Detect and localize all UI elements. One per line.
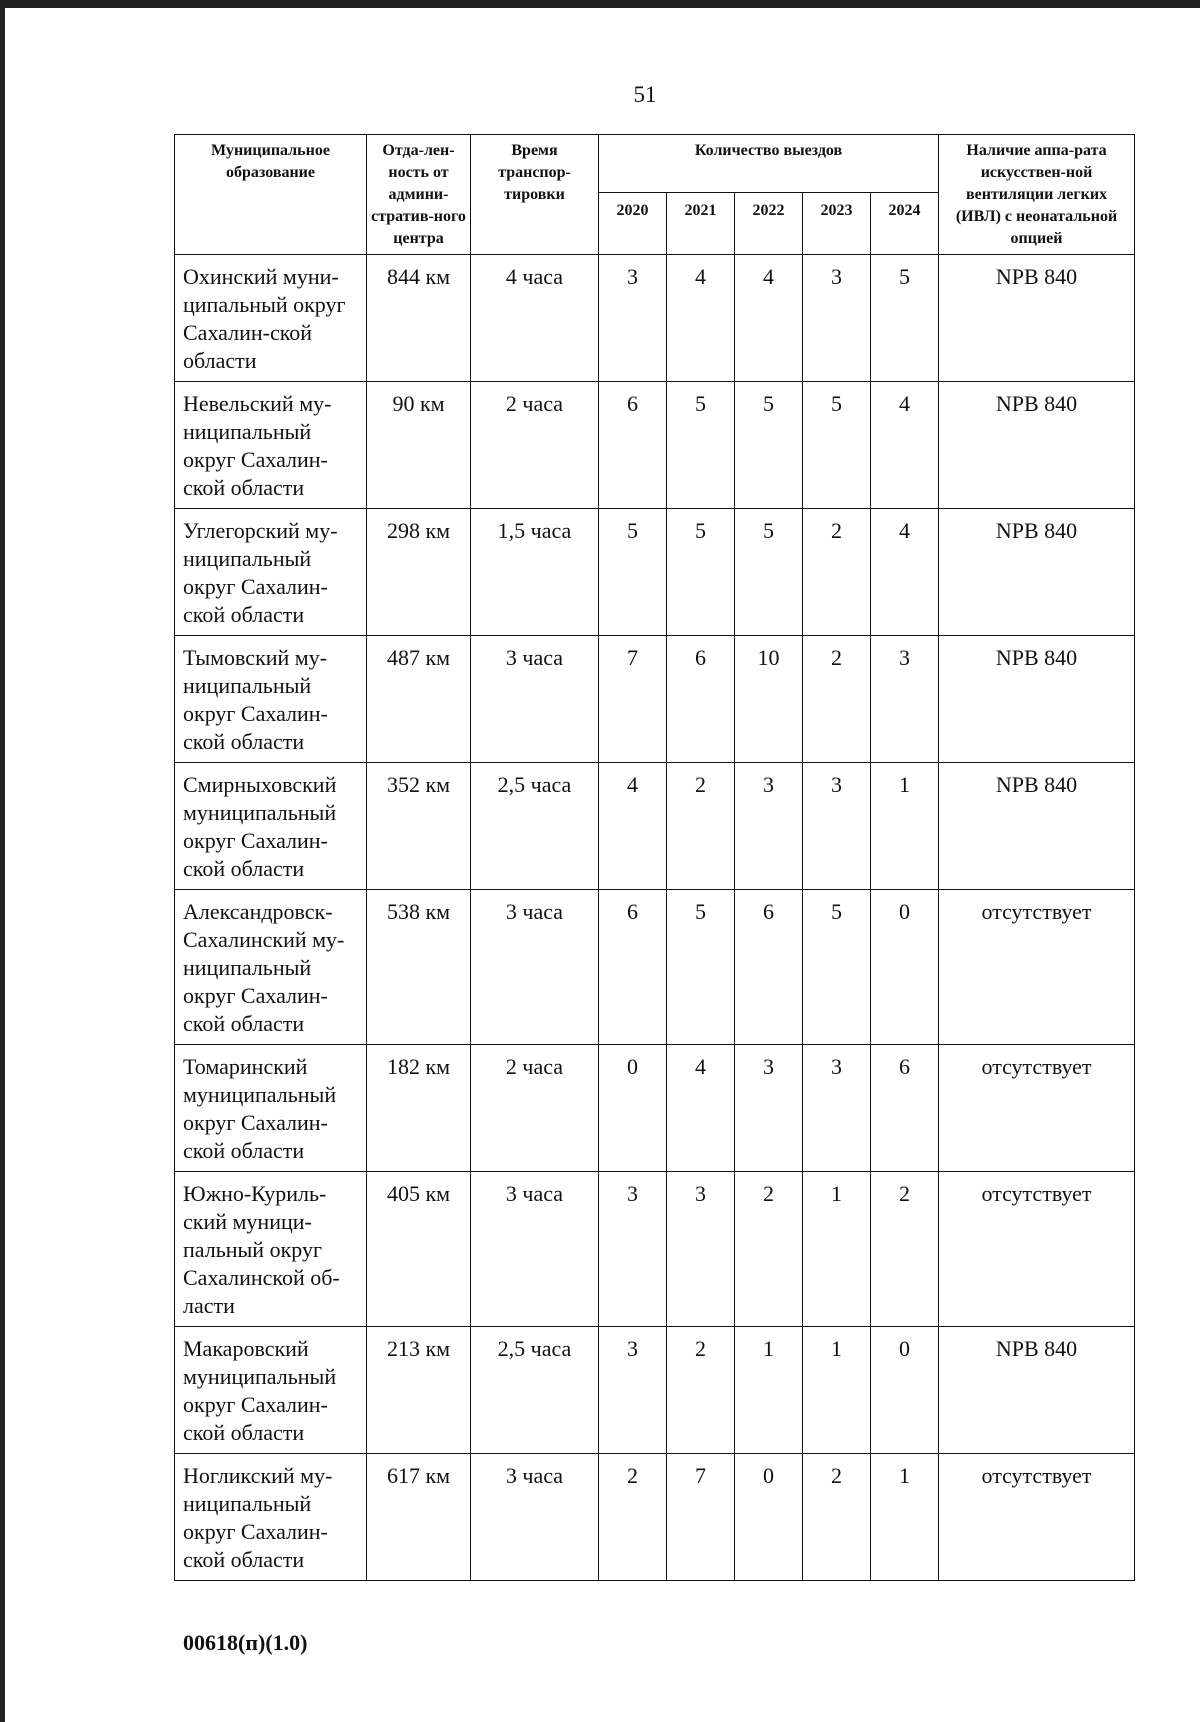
trips-2023-cell: 2 [803,1454,871,1581]
table-row [175,255,1135,382]
trips-2022-cell: 5 [735,509,803,636]
header-row [175,135,1135,193]
municipality-cell: Александровск-Сахалинский му-ниципальный округ Сахалин-ской области [175,890,367,1045]
trips-2023-cell: 3 [803,1045,871,1172]
table-row [175,890,1135,1045]
ventilator-cell: отсутствует [939,890,1135,1045]
table-row [175,763,1135,890]
table-row [175,509,1135,636]
header-distance: Отда-лен-ность от админи-стратив-ного центра [367,135,471,255]
scan-left-border [0,0,5,1722]
ventilator-cell: NPB 840 [939,509,1135,636]
header-year: 2020 [599,193,667,255]
header-year: 2022 [735,193,803,255]
trips-2021-cell: 2 [667,763,735,890]
trips-2022-cell: 5 [735,382,803,509]
trips-2023-cell: 1 [803,1172,871,1327]
table-row [175,382,1135,509]
table-row [175,1045,1135,1172]
header-year: 2021 [667,193,735,255]
ventilator-cell: NPB 840 [939,382,1135,509]
time-cell: 3 часа [471,1172,599,1327]
municipality-cell: Тымовский му-ниципальный округ Сахалин-ской области [175,636,367,763]
trips-2022-cell: 1 [735,1327,803,1454]
time-cell: 3 часа [471,1454,599,1581]
distance-cell: 844 км [367,255,471,382]
trips-2024-cell: 4 [871,382,939,509]
ventilator-cell: отсутствует [939,1454,1135,1581]
trips-2024-cell: 2 [871,1172,939,1327]
municipality-cell: Южно-Куриль-ский муници-пальный округ Сахалинской об-ласти [175,1172,367,1327]
trips-2024-cell: 6 [871,1045,939,1172]
time-cell: 1,5 часа [471,509,599,636]
header-transport-time: Время транспор-тировки [471,135,599,255]
header-year: 2024 [871,193,939,255]
ventilator-cell: NPB 840 [939,255,1135,382]
table-row [175,1454,1135,1581]
trips-2020-cell: 3 [599,1172,667,1327]
ventilator-cell: NPB 840 [939,1327,1135,1454]
trips-2020-cell: 6 [599,890,667,1045]
table-row [175,1172,1135,1327]
trips-2022-cell: 2 [735,1172,803,1327]
distance-cell: 405 км [367,1172,471,1327]
time-cell: 3 часа [471,890,599,1045]
page-number: 51 [633,82,657,107]
trips-2021-cell: 6 [667,636,735,763]
trips-2024-cell: 5 [871,255,939,382]
time-cell: 2,5 часа [471,763,599,890]
trips-2020-cell: 7 [599,636,667,763]
ventilator-cell: NPB 840 [939,763,1135,890]
trips-2022-cell: 6 [735,890,803,1045]
trips-2023-cell: 2 [803,509,871,636]
trips-2023-cell: 5 [803,382,871,509]
trips-2021-cell: 2 [667,1327,735,1454]
trips-2023-cell: 5 [803,890,871,1045]
trips-2022-cell: 3 [735,1045,803,1172]
municipality-cell: Макаровский муниципальный округ Сахалин-ской области [175,1327,367,1454]
trips-2021-cell: 7 [667,1454,735,1581]
header-year: 2023 [803,193,871,255]
ventilator-cell: отсутствует [939,1045,1135,1172]
trips-2023-cell: 3 [803,763,871,890]
scan-top-border [0,0,1200,8]
trips-table [174,134,1135,1581]
municipality-cell: Смирныховский муниципальный округ Сахалин-ской области [175,763,367,890]
trips-2020-cell: 0 [599,1045,667,1172]
time-cell: 2,5 часа [471,1327,599,1454]
trips-2022-cell: 10 [735,636,803,763]
trips-2022-cell: 3 [735,763,803,890]
trips-2021-cell: 5 [667,382,735,509]
trips-2024-cell: 1 [871,1454,939,1581]
municipality-cell: Углегорский му-ниципальный округ Сахалин-ской области [175,509,367,636]
distance-cell: 90 км [367,382,471,509]
distance-cell: 617 км [367,1454,471,1581]
time-cell: 3 часа [471,636,599,763]
trips-2022-cell: 4 [735,255,803,382]
trips-2020-cell: 2 [599,1454,667,1581]
trips-2021-cell: 5 [667,509,735,636]
header-municipality: Муниципальное образование [175,135,367,255]
header-trips: Количество выездов [599,135,939,193]
trips-2024-cell: 0 [871,1327,939,1454]
trips-2020-cell: 3 [599,1327,667,1454]
distance-cell: 538 км [367,890,471,1045]
trips-2021-cell: 3 [667,1172,735,1327]
trips-2020-cell: 6 [599,382,667,509]
trips-2020-cell: 3 [599,255,667,382]
distance-cell: 487 км [367,636,471,763]
table-row [175,1327,1135,1454]
municipality-cell: Невельский му-ниципальный округ Сахалин-ской области [175,382,367,509]
municipality-cell: Томаринский муниципальный округ Сахалин-ской области [175,1045,367,1172]
trips-2023-cell: 1 [803,1327,871,1454]
distance-cell: 352 км [367,763,471,890]
trips-2023-cell: 2 [803,636,871,763]
trips-2021-cell: 5 [667,890,735,1045]
trips-2023-cell: 3 [803,255,871,382]
header-ventilator: Наличие аппа-рата искусствен-ной вентиляции легких (ИВЛ) с неонатальной опцией [939,135,1135,255]
trips-2021-cell: 4 [667,255,735,382]
trips-2021-cell: 4 [667,1045,735,1172]
trips-2024-cell: 1 [871,763,939,890]
distance-cell: 298 км [367,509,471,636]
table-row [175,636,1135,763]
distance-cell: 182 км [367,1045,471,1172]
municipality-cell: Ногликский му-ниципальный округ Сахалин-ской области [175,1454,367,1581]
municipality-cell: Охинский муни-ципальный округ Сахалин-ской области [175,255,367,382]
ventilator-cell: отсутствует [939,1172,1135,1327]
trips-2022-cell: 0 [735,1454,803,1581]
trips-2024-cell: 0 [871,890,939,1045]
trips-2024-cell: 4 [871,509,939,636]
ventilator-cell: NPB 840 [939,636,1135,763]
document-code: 00618(п)(1.0) [183,1630,308,1655]
trips-2020-cell: 4 [599,763,667,890]
trips-2024-cell: 3 [871,636,939,763]
time-cell: 2 часа [471,382,599,509]
time-cell: 2 часа [471,1045,599,1172]
distance-cell: 213 км [367,1327,471,1454]
time-cell: 4 часа [471,255,599,382]
trips-2020-cell: 5 [599,509,667,636]
